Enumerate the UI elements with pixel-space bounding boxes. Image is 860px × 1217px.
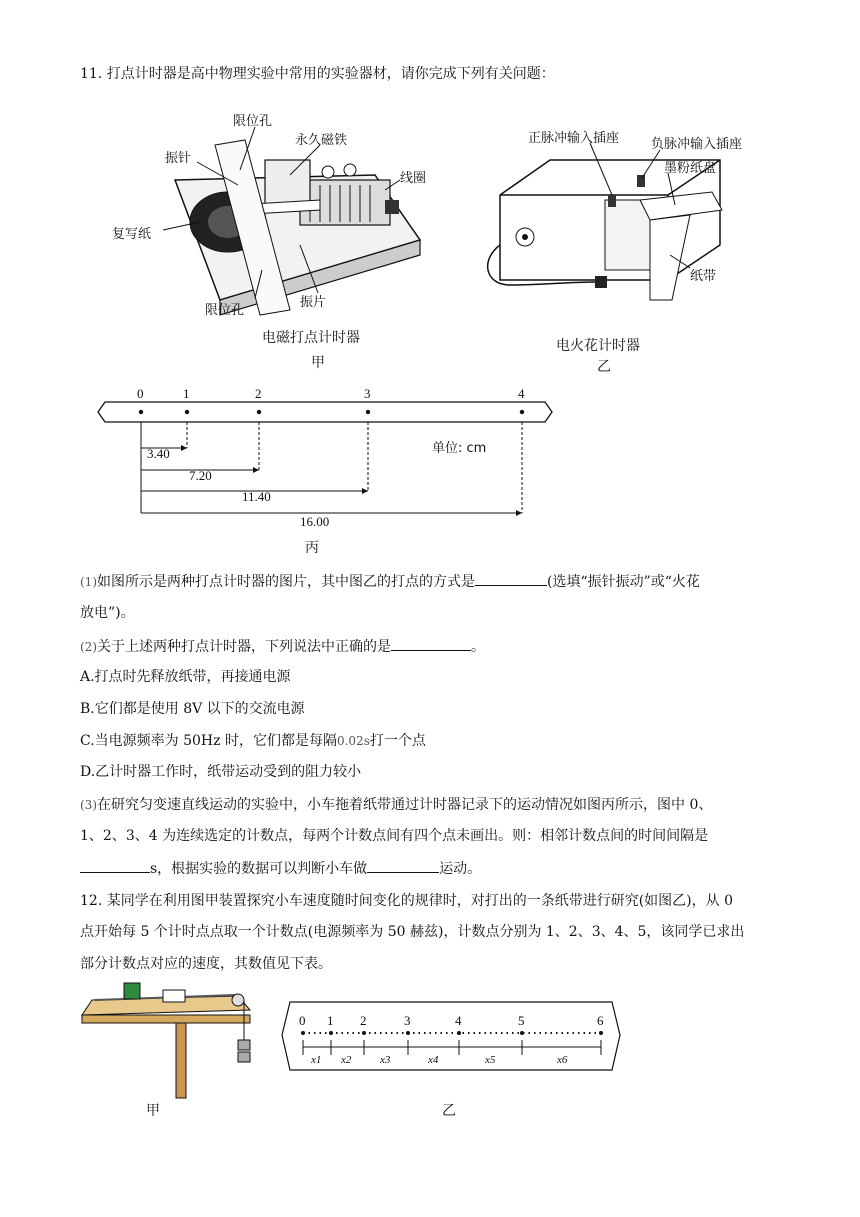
part3-number: (3) [80,798,97,812]
tape-point-3: 3 [364,386,371,401]
label-toner-disc: 墨粉纸盘 [664,161,717,176]
part3-middle: s，根据实验的数据可以判断小车做 [150,861,368,877]
label-carbon-paper: 复写纸 [112,227,152,242]
option-d: D.乙计时器工作时，纸带运动受到的阻力较小 [80,764,362,780]
caption-jia: 电磁打点计时器 [262,330,360,346]
q12-point-5: 5 [518,1013,525,1028]
segment-x3: x3 [380,1054,391,1066]
option-c-end: 打一个点 [369,733,426,749]
segment-x1: x1 [311,1054,322,1066]
label-paper-tape: 纸带 [690,269,717,284]
caption-yi: 电火花计时器 [556,338,640,354]
part1-number: (1) [80,575,97,589]
segment-x2: x2 [341,1054,352,1066]
q12-point-1: 1 [327,1013,334,1028]
distance-2: 7.20 [189,468,212,483]
segment-x5: x5 [485,1054,496,1066]
label-magnet: 永久磁铁 [295,133,348,148]
part1-hint: (选填“振针振动”或“火花 [547,574,700,590]
part1-text: 如图所示是两种打点计时器的图片，其中图乙的打点的方式是 [97,574,475,590]
q12-line3: 部分计数点对应的速度，其数值见下表。 [80,956,332,972]
label-coil: 线圈 [400,171,427,186]
tape-point-4: 4 [518,386,525,401]
segment-x4: x4 [428,1054,439,1066]
q12-sub-yi: 乙 [442,1103,456,1119]
label-negative-socket: 负脉冲输入插座 [651,137,743,152]
part2-end: 。 [471,639,485,655]
q12-sub-jia: 甲 [146,1103,160,1119]
tape-point-0: 0 [137,386,144,401]
option-a: A.打点时先释放纸带，再接通电源 [80,669,291,685]
label-needle: 振针 [165,151,192,166]
label-vibrating-plate: 振片 [300,295,327,310]
q12-point-2: 2 [360,1013,367,1028]
label-positive-socket: 正脉冲输入插座 [528,131,620,146]
tape-unit: 单位: cm [432,441,487,456]
distance-3: 11.40 [242,489,271,504]
q12-line1: 12. 某同学在利用图甲装置探究小车速度随时间变化的规律时，对打出的一条纸带进行研究(如图乙)，从 0 [80,893,733,909]
option-b: B.它们都是使用 8V 以下的交流电源 [80,701,305,717]
q12-point-4: 4 [455,1013,462,1028]
q11-part3-line2: 1、2、3、4 为连续选定的计数点，每两个计数点间有四个点未画出。则：相邻计数点间的时间间隔是 [80,828,709,844]
part3-end: 运动。 [439,861,482,877]
label-xianwei-bottom: 限位孔 [205,303,245,318]
part2-number: (2) [80,640,97,654]
tape-point-1: 1 [183,386,190,401]
option-c-value: 0.02s [336,734,370,748]
label-xianwei-top: 限位孔 [233,114,273,129]
q11-part1-line2: 放电”)。 [80,605,135,621]
q12-point-0: 0 [299,1013,306,1028]
sub-jia: 甲 [311,355,325,371]
tape-point-2: 2 [255,386,262,401]
option-c-text: C.当电源频率为 50Hz 时，它们都是每隔 [80,733,337,749]
sub-bing: 丙 [305,540,319,556]
distance-1: 3.40 [147,446,170,461]
q12-point-6: 6 [597,1013,604,1028]
q12-line2: 点开始每 5 个计时点点取一个计数点(电源频率为 50 赫兹)，计数点分别为 1、2、3、4、5，该同学已求出 [80,924,745,940]
sub-yi: 乙 [597,359,611,375]
q12-point-3: 3 [404,1013,411,1028]
distance-4: 16.00 [300,514,330,529]
segment-x6: x6 [557,1054,568,1066]
part2-text: 关于上述两种打点计时器，下列说法中正确的是 [97,639,391,655]
q11-stem: 11. 打点计时器是高中物理实验中常用的实验器材，请你完成下列有关问题： [80,66,555,82]
part3-text: 在研究匀变速直线运动的实验中，小车拖着纸带通过计时器记录下的运动情况如图丙所示，图中 0、 [97,797,713,813]
